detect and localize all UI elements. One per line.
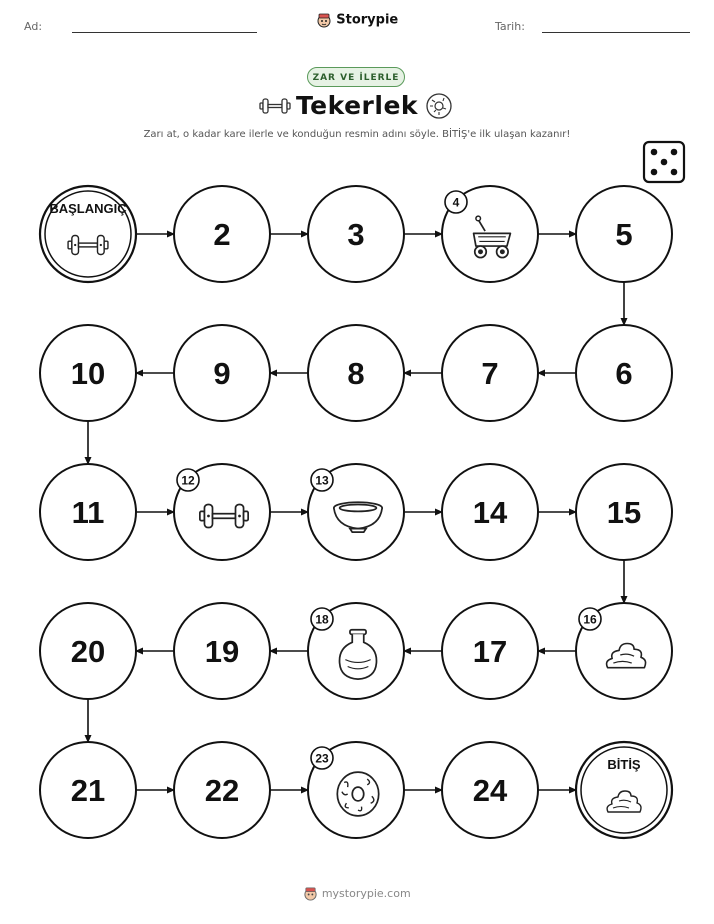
board-square[interactable] — [174, 464, 270, 560]
finish-square[interactable] — [576, 742, 672, 838]
instructions: Zarı at, o kadar kare ilerle ve konduğun resmin adını söyle. BİTİŞ'e ilk ulaşan kazanır! — [143, 129, 571, 140]
board-square[interactable] — [308, 325, 404, 421]
board-square[interactable] — [442, 742, 538, 838]
dice-pip — [661, 159, 668, 166]
board-square[interactable] — [174, 742, 270, 838]
board-square[interactable] — [40, 742, 136, 838]
square-number: 19 — [204, 634, 240, 669]
board-square[interactable] — [576, 603, 672, 699]
board-square[interactable] — [442, 325, 538, 421]
square-number: 14 — [472, 495, 508, 530]
page-title: Tekerlek — [295, 91, 419, 120]
start-label: BAŞLANGIÇ — [49, 201, 127, 216]
board-square[interactable] — [308, 742, 404, 838]
board-square[interactable] — [40, 603, 136, 699]
dice-pip — [651, 149, 658, 156]
square-number: 5 — [615, 217, 633, 252]
board-square[interactable] — [174, 325, 270, 421]
dice-pip — [671, 149, 678, 156]
square-number: 21 — [70, 773, 106, 808]
square-number: 20 — [70, 634, 106, 669]
square-number: 16 — [583, 612, 597, 627]
square-number: 12 — [181, 473, 195, 488]
board-square[interactable] — [308, 186, 404, 282]
square-number: 3 — [347, 217, 365, 252]
board-square[interactable] — [174, 603, 270, 699]
finish-label: BİTİŞ — [607, 757, 641, 772]
board-square[interactable] — [40, 464, 136, 560]
square-number: 15 — [606, 495, 642, 530]
board-square[interactable] — [442, 186, 538, 282]
square-number: 24 — [472, 773, 508, 808]
footer-site: mystorypie.com — [321, 887, 411, 900]
dice-pip — [651, 169, 658, 176]
board-square[interactable] — [442, 603, 538, 699]
square-number: 11 — [71, 495, 105, 530]
board-square[interactable] — [40, 325, 136, 421]
square-number: 9 — [213, 356, 231, 391]
board-square[interactable] — [442, 464, 538, 560]
square-number: 22 — [204, 773, 240, 808]
dice-pip — [671, 169, 678, 176]
square-number: 4 — [452, 195, 460, 210]
board-square[interactable] — [576, 325, 672, 421]
date-label: Tarih: — [495, 20, 525, 33]
brand-name: Storypie — [336, 12, 399, 28]
board-square[interactable] — [576, 464, 672, 560]
square-number: 18 — [315, 612, 329, 627]
square-number: 6 — [615, 356, 633, 391]
square-number: 8 — [347, 356, 365, 391]
donut-icon — [337, 772, 378, 816]
start-square[interactable] — [40, 186, 136, 282]
dice-icon — [644, 142, 684, 182]
board-square[interactable] — [308, 603, 404, 699]
game-type-badge: ZAR VE İLERLE — [307, 67, 405, 87]
square-number: 17 — [472, 634, 508, 669]
name-label: Ad: — [24, 20, 43, 33]
board-square[interactable] — [576, 186, 672, 282]
square-number: 2 — [213, 217, 231, 252]
square-number: 13 — [315, 473, 329, 488]
square-number: 23 — [315, 751, 329, 766]
square-number: 7 — [481, 356, 499, 391]
storypie-logo-icon — [303, 886, 318, 901]
board-square[interactable] — [308, 464, 404, 560]
board-square[interactable] — [174, 186, 270, 282]
square-number: 10 — [70, 356, 106, 391]
footer — [0, 886, 714, 901]
